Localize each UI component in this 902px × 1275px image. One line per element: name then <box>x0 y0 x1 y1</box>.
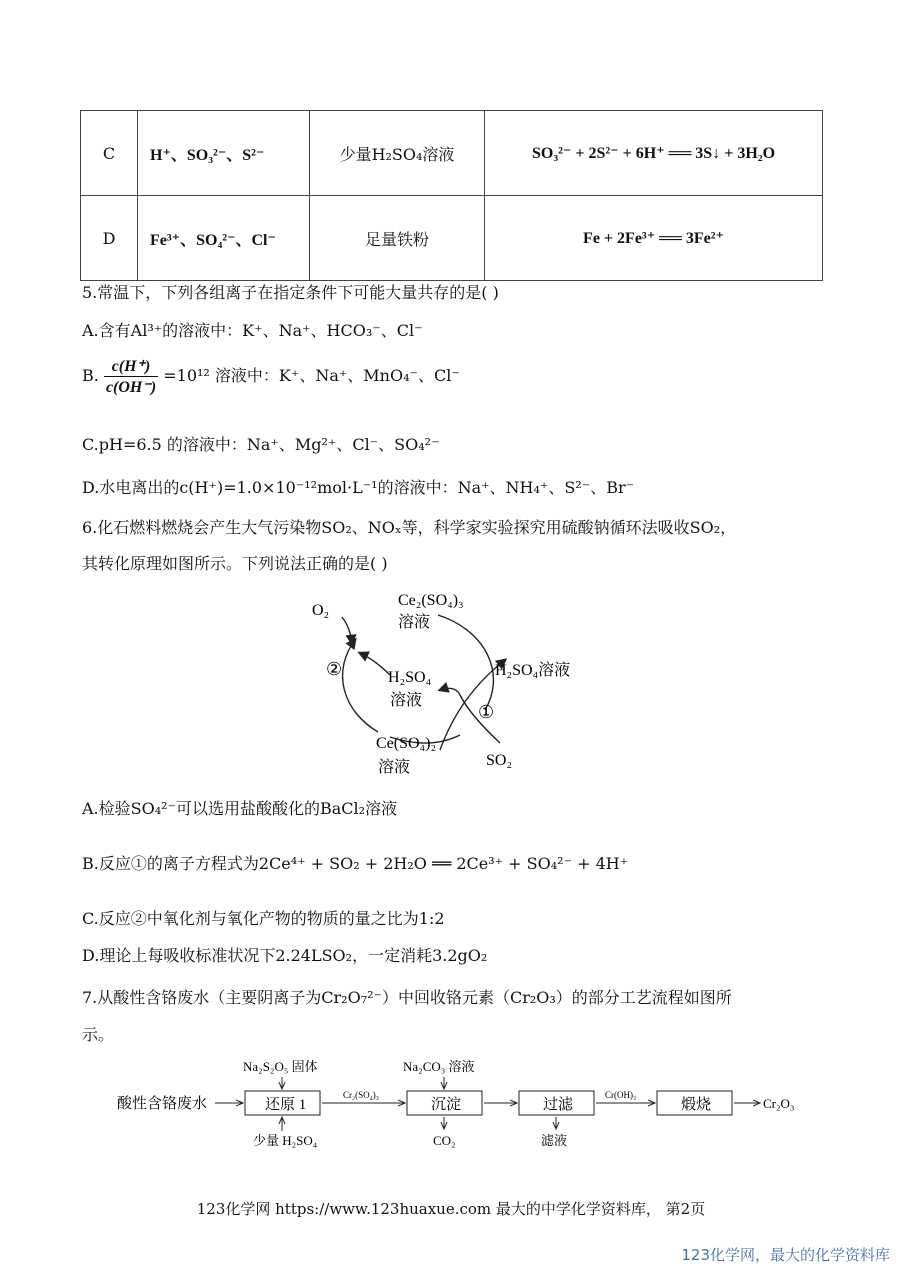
arrow-o2-in <box>342 617 352 643</box>
flow-input: 酸性含铬废水 <box>117 1096 208 1112</box>
q6-stem-line1: 6.化石燃料燃烧会产生大气污染物SO₂、NOₓ等，科学家实验探究用硫酸钠循环法吸收SO₂， <box>82 518 737 537</box>
reagent: 足量铁粉 <box>310 196 485 281</box>
ratio-denominator: c(OH⁻) <box>105 379 157 396</box>
ionic-equation: Fe + 2Fe³⁺ ══ 3Fe²⁺ <box>485 196 823 281</box>
row-label: D <box>81 196 138 281</box>
label-reaction-2: ② <box>326 659 343 679</box>
intermediate-croh3: Cr(OH)₃ <box>605 1090 637 1100</box>
label-ce2so43: Ce₂(SO₄)₃ <box>398 592 464 609</box>
label-top-solution: 溶液 <box>398 614 431 631</box>
label-o2: O₂ <box>312 602 330 619</box>
label-h2so4-product: H₂SO₄溶液 <box>495 662 571 679</box>
watermark: 123化学网，最大的化学资料库 <box>681 1246 890 1264</box>
q7-stem-line2: 示。 <box>82 1025 115 1044</box>
cycle-diagram <box>290 585 610 785</box>
intermediate-cr2so43: Cr₂(SO₄)₃ <box>343 1090 379 1100</box>
row-label: C <box>81 111 138 196</box>
q5-option-b <box>82 356 460 397</box>
reagent-na2s2o5: Na₂S₂O₅ 固体 <box>243 1059 318 1074</box>
q5-option-a: A.含有Al³⁺的溶液中：K⁺、Na⁺、HCO₃⁻、Cl⁻ <box>82 321 423 340</box>
box-calcination-label: 煅烧 <box>681 1097 712 1113</box>
label-ceso42: Ce(SO₄)₂ <box>376 735 437 752</box>
q5-option-b-rest: =10¹² 溶液中：K⁺、Na⁺、MnO₄⁻、Cl⁻ <box>163 366 460 385</box>
arrow-h2so4-out <box>360 653 390 675</box>
product-co2: CO₂ <box>433 1133 456 1148</box>
product-filtrate: 滤液 <box>541 1133 568 1148</box>
q5-option-c: C.pH=6.5 的溶液中：Na⁺、Mg²⁺、Cl⁻、SO₄²⁻ <box>82 435 440 454</box>
q5-stem: 5.常温下，下列各组离子在指定条件下可能大量共存的是( ) <box>82 283 499 302</box>
table-row <box>81 196 823 281</box>
flow-output: Cr₂O₃ <box>763 1096 795 1111</box>
label-reaction-1: ① <box>478 702 495 722</box>
q6-option-c: C.反应②中氧化剂与氧化产物的物质的量之比为1:2 <box>82 909 445 928</box>
box-filtration-label: 过滤 <box>543 1097 574 1113</box>
process-flow-diagram <box>115 1055 815 1150</box>
ion-group: Fe³⁺、SO₄²⁻、Cl⁻ <box>138 196 310 281</box>
ionic-equation: SO₃²⁻ + 2S²⁻ + 6H⁺ ══ 3S↓ + 3H₂O <box>485 111 823 196</box>
reagent-na2co3: Na₂CO₃ 溶液 <box>403 1059 475 1074</box>
q6-option-a: A.检验SO₄²⁻可以选用盐酸酸化的BaCl₂溶液 <box>82 799 398 818</box>
q6-stem-line2: 其转化原理如图所示。下列说法正确的是( ) <box>82 554 388 573</box>
q7-stem-line1: 7.从酸性含铬废水（主要阴离子为Cr₂O₇²⁻）中回收铬元素（Cr₂O₃）的部分工艺流程如图所 <box>82 988 732 1007</box>
q5-option-b-prefix: B. <box>82 366 99 385</box>
cycle-arc-right <box>438 615 493 710</box>
page-footer: 123化学网 https://www.123huaxue.com 最大的中学化学资料库， 第2页 <box>196 1200 706 1218</box>
q6-option-d: D.理论上每吸收标准状况下2.24LSO₂，一定消耗3.2gO₂ <box>82 946 488 965</box>
reagent: 少量H₂SO₄溶液 <box>310 111 485 196</box>
label-mid-solution: 溶液 <box>390 692 423 709</box>
ion-group: H⁺、SO₃²⁻、S²⁻ <box>138 111 310 196</box>
options-table <box>80 110 823 281</box>
concentration-ratio <box>104 356 158 397</box>
label-bottom-solution: 溶液 <box>378 759 411 776</box>
q6-option-b: B.反应①的离子方程式为2Ce⁴⁺ + SO₂ + 2H₂O ══ 2Ce³⁺ + SO₄²⁻ + 4H⁺ <box>82 854 629 873</box>
label-so2: SO₂ <box>486 752 513 769</box>
table-row <box>81 111 823 196</box>
box-reduction-label: 还原 1 <box>265 1097 307 1113</box>
reagent-h2so4: 少量 H₂SO₄ <box>253 1133 318 1148</box>
box-precipitation-label: 沉淀 <box>431 1097 462 1113</box>
ratio-numerator: c(H⁺) <box>104 356 158 377</box>
label-mid-h2so4: H₂SO₄ <box>388 669 432 686</box>
q5-option-d: D.水电离出的c(H⁺)=1.0×10⁻¹²mol·L⁻¹的溶液中：Na⁺、NH₄⁺、S²⁻、Br⁻ <box>82 478 635 497</box>
